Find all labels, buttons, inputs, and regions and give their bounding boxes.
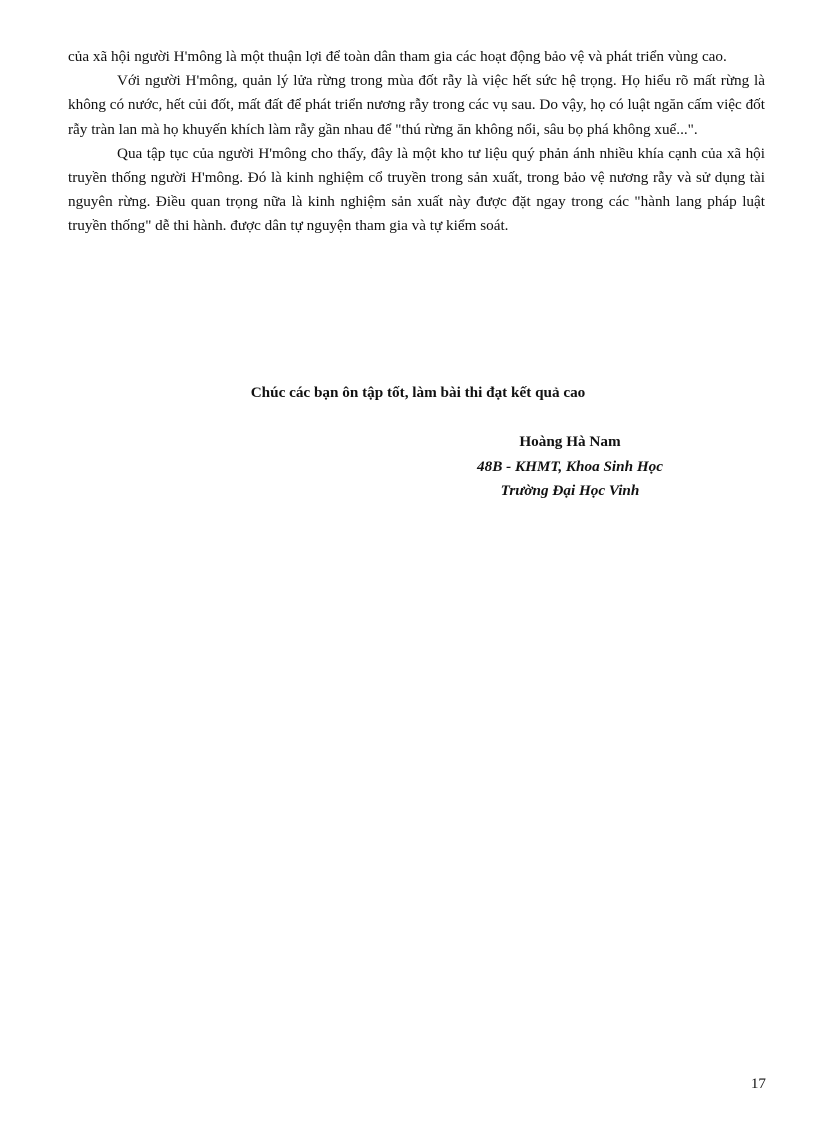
signature-block: [420, 430, 720, 504]
page-number: 17: [750, 1075, 766, 1092]
author-school: Trường Đại Học Vinh: [500, 482, 640, 499]
paragraph-continuation: của xã hội người H'mông là một thuận lợi để toàn dân tham gia các hoạt động bảo vệ và phát triển vùng cao.: [68, 48, 727, 65]
author-class: 48B - KHMT, Khoa Sinh Học: [477, 457, 663, 475]
paragraph-fire-management: Với người H'mông, quản lý lửa rừng trong mùa đốt rẫy là việc hết sức hệ trọng. Họ hiểu rõ mất rừng là không có nước, hết củi đốt, mất đất để phát triển nương rẫy trong các vụ sau. Do vậy, họ có luật ngăn cấm việc đốt rẫy tràn lan mà họ khuyến khích làm rẫy gần nhau để "thú rừng ăn không nổi, sâu bọ phá không xuể...".: [68, 72, 765, 138]
body-text: [68, 45, 765, 239]
author-name: Hoàng Hà Nam: [519, 433, 621, 450]
paragraph-customs: Qua tập tục của người H'mông cho thấy, đây là một kho tư liệu quý phản ánh nhiều khía cạnh của xã hội truyền thống người H'mông. Đó là kinh nghiệm cổ truyền trong sản xuất, trong bảo vệ nương rẫy và sử dụng tài nguyên rừng. Điều quan trọng nữa là kinh nghiệm sản xuất này được đặt ngay trong các "hành lang pháp luật truyền thống" dễ thi hành. được dân tự nguyện tham gia và tự kiểm soát.: [68, 144, 765, 235]
closing-wish: Chúc các bạn ôn tập tốt, làm bài thi đạt kết quả cao: [250, 384, 586, 401]
